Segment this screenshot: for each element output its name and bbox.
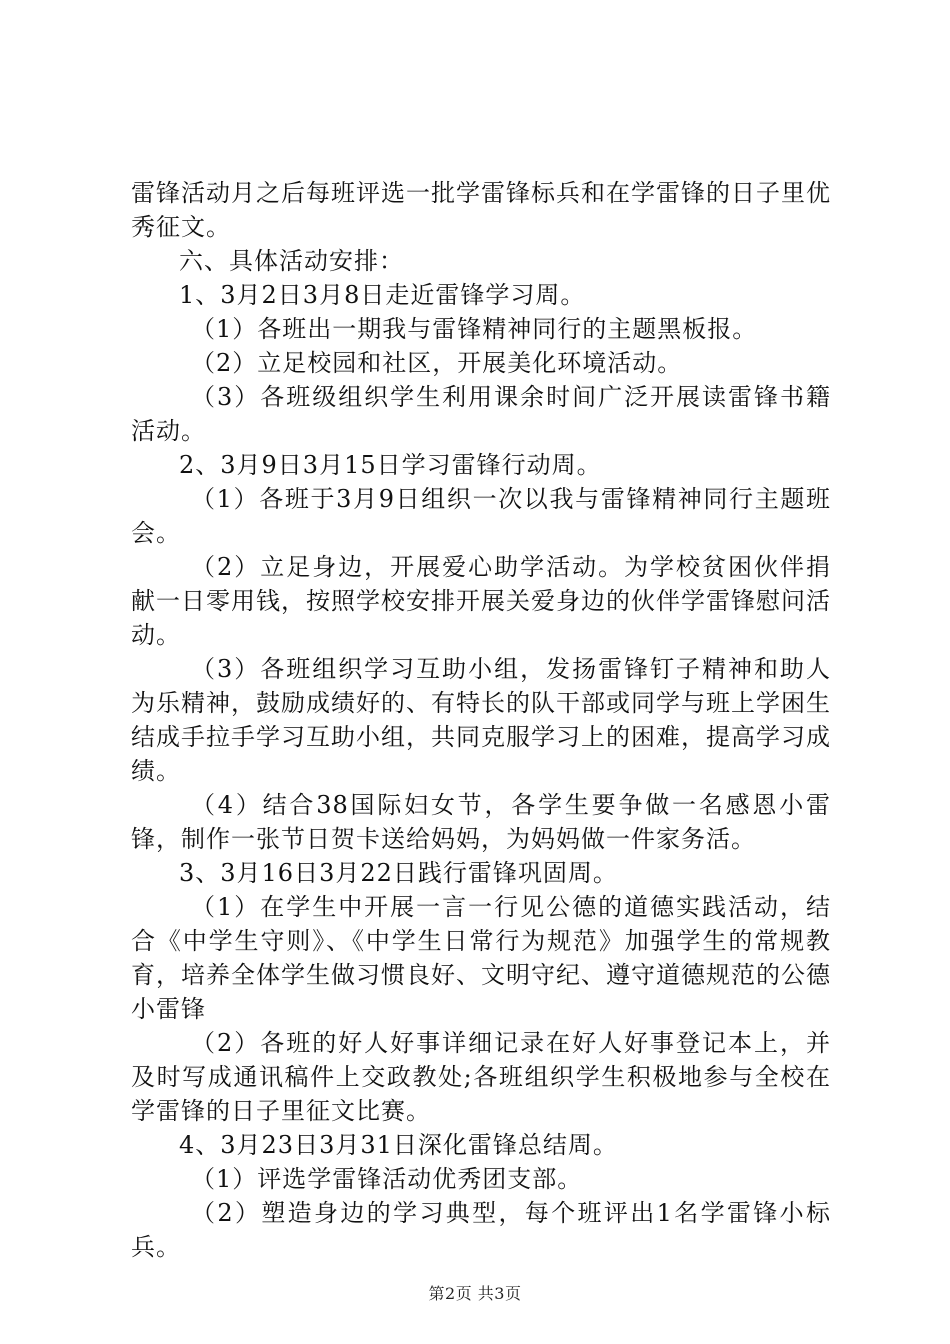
week-heading: 3、3月16日3月22日践行雷锋巩固周。: [179, 859, 618, 887]
week-heading: 4、3月23日3月31日深化雷锋总结周。: [179, 1131, 618, 1159]
section-heading: 六、具体活动安排：: [179, 247, 404, 275]
page-number-footer: 第2页 共3页: [428, 1284, 522, 1303]
list-item: （3）各班组织学习互助小组，发扬雷锋钉子精神和助人为乐精神，鼓励成绩好的、有特长的队干部或同学与班上学困生结成手拉手学习互助小组，共同克服学习上的困难，提高学习成绩。: [131, 655, 831, 785]
week-heading: 1、3月2日3月8日走近雷锋学习周。: [179, 281, 586, 309]
list-item: （3）各班级组织学生利用课余时间广泛开展读雷锋书籍活动。: [131, 383, 831, 445]
list-item: （2）立足身边，开展爱心助学活动。为学校贫困伙伴捐献一日零用钱，按照学校安排开展关爱身边的伙伴学雷锋慰问活动。: [131, 553, 831, 649]
list-item: （1）在学生中开展一言一行见公德的道德实践活动，结合《中学生守则》、《中学生日常行为规范》加强学生的常规教育，培养全体学生做习惯良好、文明守纪、遵守道德规范的公德小雷锋: [131, 893, 831, 1023]
list-item: （2）塑造身边的学习典型，每个班评出1名学雷锋小标兵。: [131, 1199, 831, 1261]
week-heading: 2、3月9日3月15日学习雷锋行动周。: [179, 451, 602, 479]
list-item: （1）各班出一期我与雷锋精神同行的主题黑板报。: [191, 315, 758, 343]
list-item: （2）各班的好人好事详细记录在好人好事登记本上，并及时写成通讯稿件上交政教处;各班组织学生积极地参与全校在学雷锋的日子里征文比赛。: [131, 1029, 831, 1125]
list-item: （4）结合38国际妇女节，各学生要争做一名感恩小雷锋，制作一张节日贺卡送给妈妈，为妈妈做一件家务活。: [131, 791, 831, 853]
list-item: （1）评选学雷锋活动优秀团支部。: [191, 1165, 583, 1193]
document-body: [131, 176, 831, 1264]
list-item: （1）各班于3月9日组织一次以我与雷锋精神同行主题班会。: [131, 485, 831, 547]
paragraph: 雷锋活动月之后每班评选一批学雷锋标兵和在学雷锋的日子里优秀征文。: [131, 179, 831, 241]
list-item: （2）立足校园和社区，开展美化环境活动。: [191, 349, 683, 377]
